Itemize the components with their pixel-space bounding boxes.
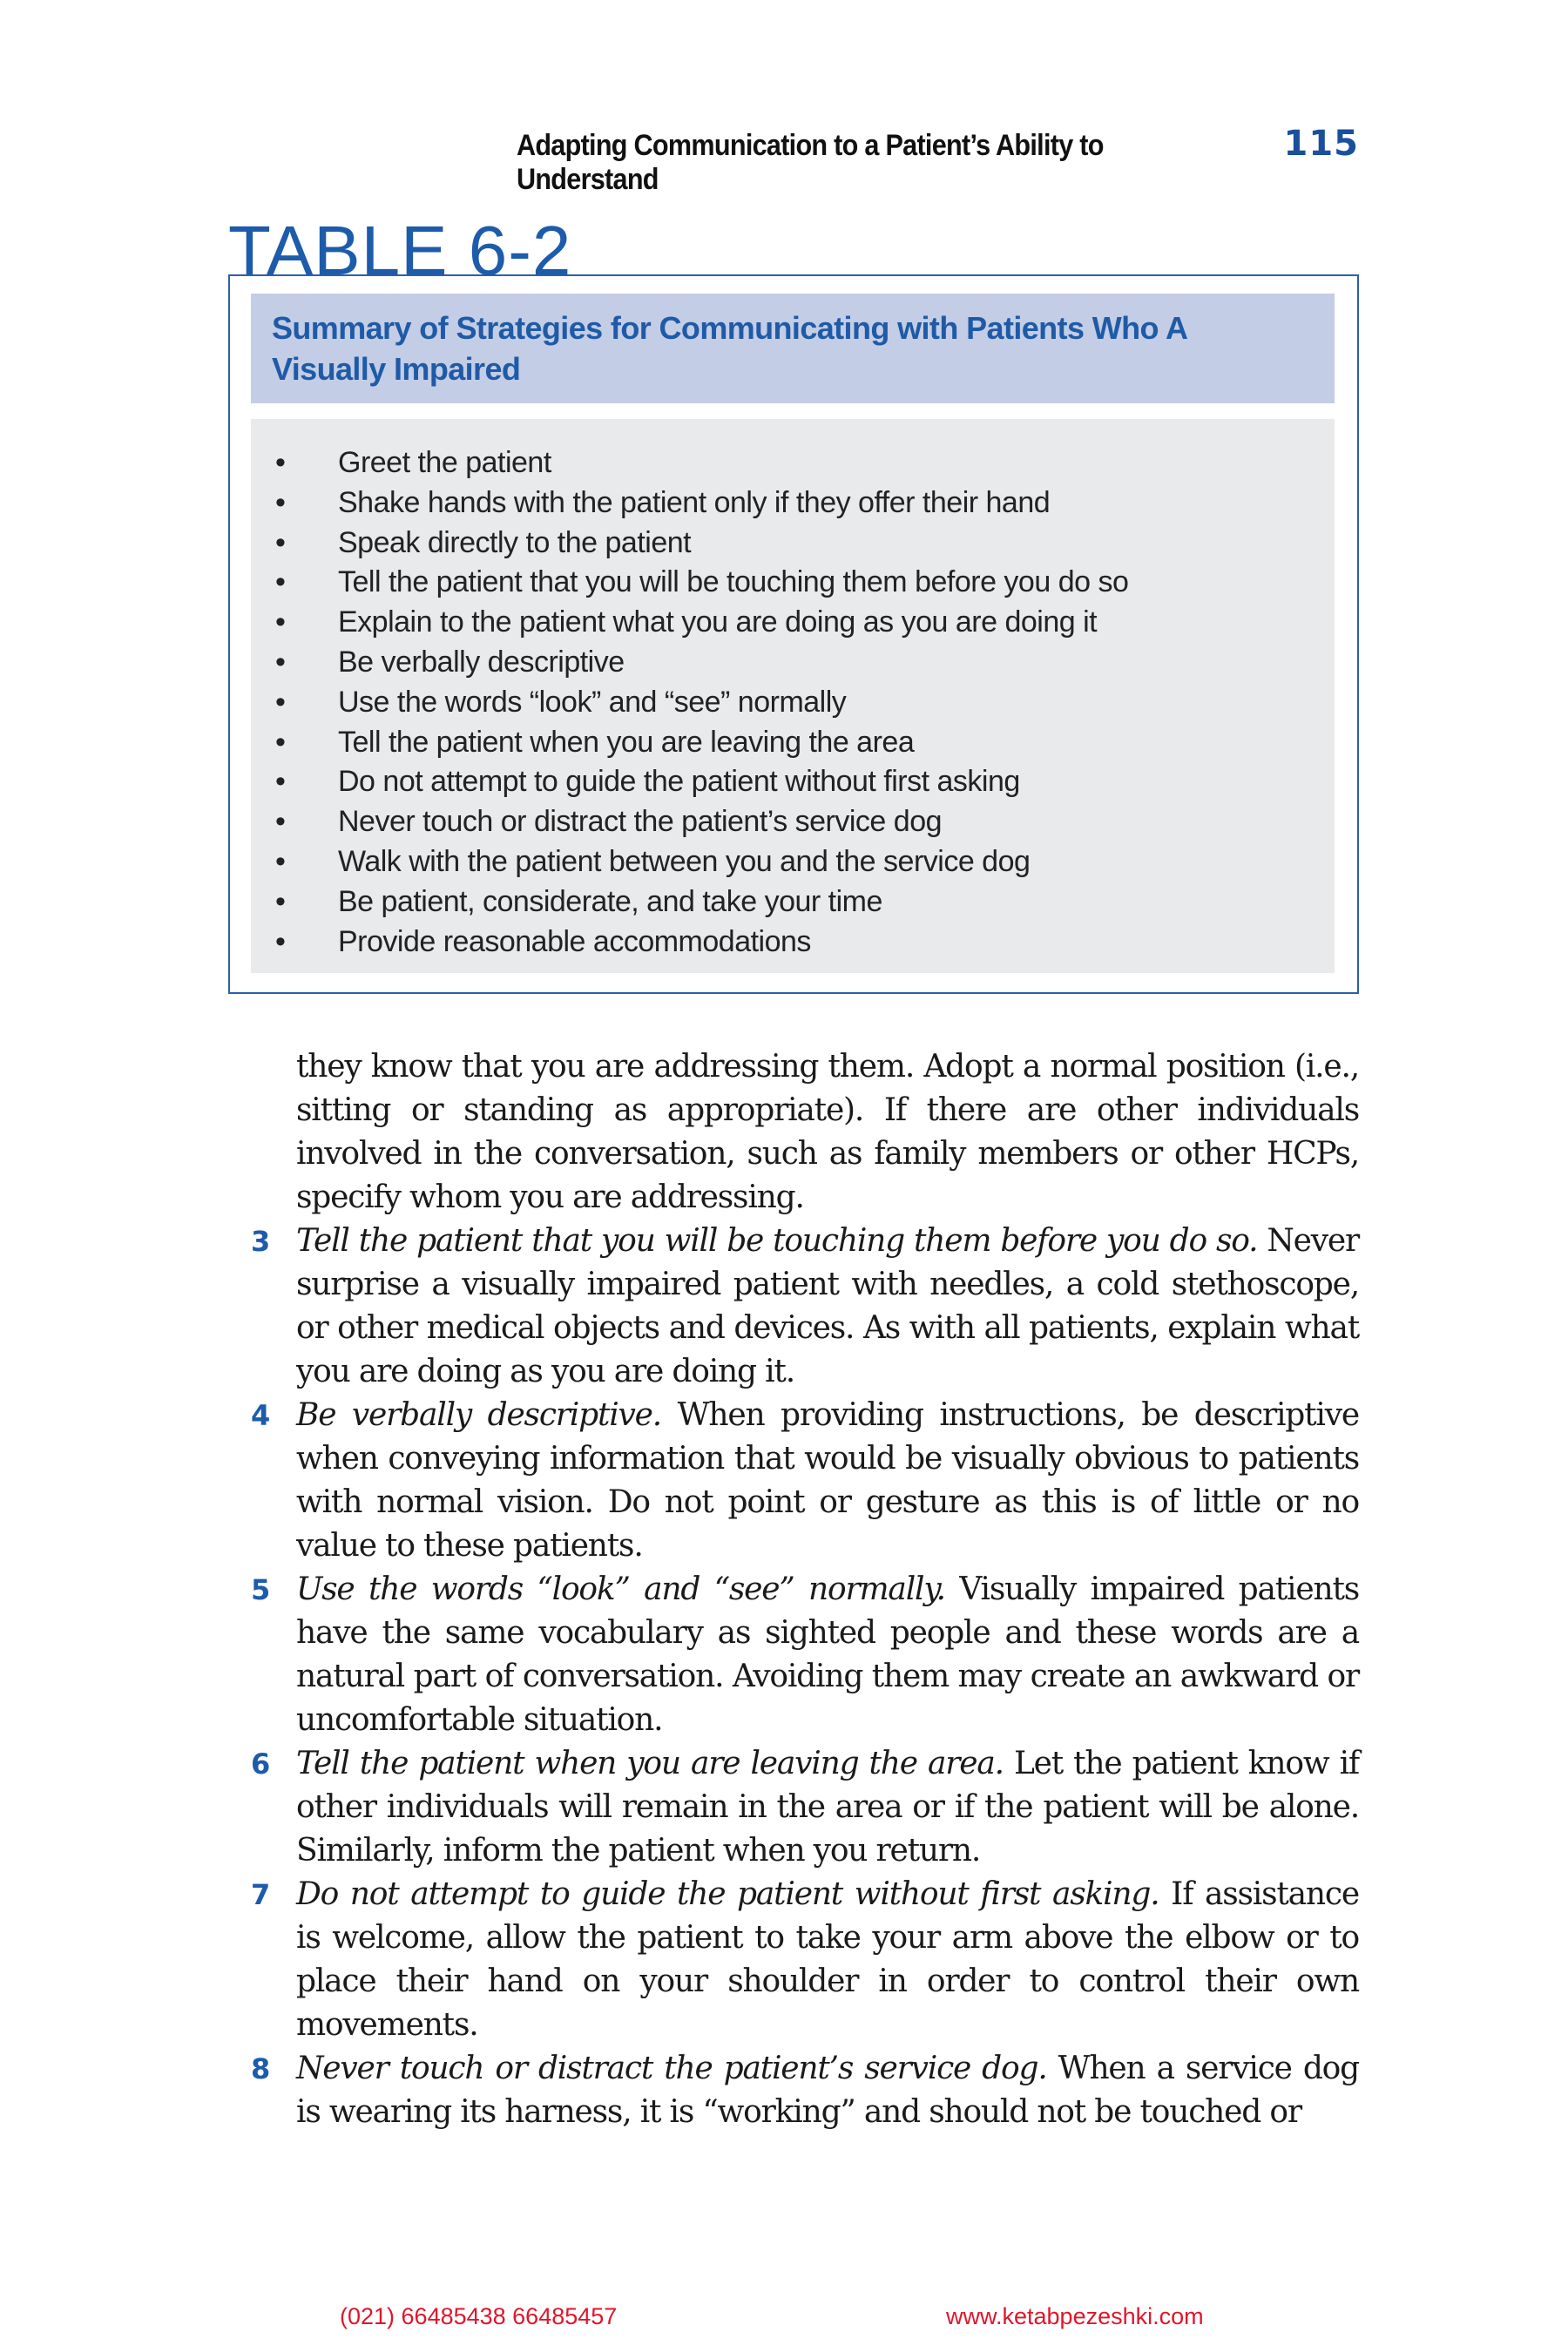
point-lead: Never touch or distract the patient’s service dog. — [296, 2051, 1047, 2086]
point-text: When providing instructions, be descriptive when conveying information that would be visually obvious to patients with normal vision. Do not point or gesture as this is of little or no value to these patients. — [296, 1397, 1359, 1564]
point-number: 4 — [251, 1399, 270, 1432]
footer-phone: (021) 66485438 66485457 — [340, 2303, 618, 2329]
numbered-point — [251, 1873, 1359, 2047]
point-number: 3 — [251, 1225, 270, 1258]
table-caption-text: Summary of Strategies for Communicating with Patients Who A Visually Impaired — [272, 310, 1187, 387]
body-text — [251, 1045, 1360, 2134]
list-item: • Provide reasonable accommodations — [275, 923, 1359, 963]
point-number: 7 — [251, 1878, 270, 1911]
list-item: • Walk with the patient between you and the service dog — [275, 842, 1359, 882]
numbered-point — [251, 2047, 1359, 2134]
point-lead: Be verbally descriptive. — [296, 1397, 662, 1433]
list-item: • Be patient, considerate, and take your time — [275, 882, 1359, 923]
table-caption — [251, 294, 1335, 403]
point-lead: Tell the patient that you will be touching them before you do so. — [296, 1223, 1258, 1259]
list-item: • Do not attempt to guide the patient without first asking — [275, 762, 1359, 802]
point-number: 5 — [251, 1573, 270, 1606]
list-item: • Explain to the patient what you are doing as you are doing it — [275, 603, 1359, 643]
page-number: 115 — [1283, 124, 1359, 164]
list-item: • Shake hands with the patient only if they offer their hand — [275, 483, 1359, 524]
numbered-point — [251, 1394, 1359, 1568]
list-item: • Greet the patient — [275, 443, 1359, 483]
point-number: 8 — [251, 2052, 270, 2085]
footer-url[interactable]: www.ketabpezeshki.com — [946, 2303, 1204, 2329]
point-lead: Do not attempt to guide the patient without first asking. — [296, 1876, 1159, 1912]
numbered-point — [251, 1742, 1360, 1873]
list-item: • Speak directly to the patient — [275, 524, 1359, 564]
list-item: • Never touch or distract the patient’s service dog — [275, 802, 1359, 842]
list-item: • Tell the patient that you will be touching them before you do so — [275, 563, 1359, 603]
list-item: • Tell the patient when you are leaving the area — [275, 723, 1359, 763]
strategy-list — [251, 419, 1335, 962]
point-number: 6 — [251, 1747, 270, 1781]
point-lead: Use the words “look” and “see” normally. — [296, 1571, 945, 1607]
point-text: When a service dog is wearing its harness, it is “working” and should not be touched or — [296, 2051, 1359, 2130]
numbered-point — [251, 1220, 1359, 1394]
point-lead: Tell the patient when you are leaving the area. — [296, 1746, 1004, 1781]
running-title: Adapting Communication to a Patient’s Ability to Understand — [516, 129, 1104, 196]
point-text: Never surprise a visually impaired patient with needles, a cold stethoscope, or other medical objects and devices. As with all patients, explain what you are doing as you are doing it. — [296, 1223, 1359, 1389]
running-head — [436, 124, 1359, 197]
list-item: • Be verbally descriptive — [275, 643, 1359, 683]
intro-paragraph: they know that you are addressing them. Adopt a normal position (i.e., sitting or standing as appropriate). If there are other individuals involved in the conversation, such as family members or other HCPs, specify whom you are addressing. — [296, 1049, 1359, 1215]
table-label: TABLE 6-2 — [228, 212, 572, 289]
list-item: • Use the words “look” and “see” normally — [275, 683, 1359, 723]
numbered-point — [251, 1568, 1359, 1742]
point-text: If assistance is welcome, allow the patient to take your arm above the elbow or to place their hand on your shoulder in order to control their own movements. — [296, 1876, 1359, 2043]
point-text: Let the patient know if other individuals will remain in the area or if the patient will be alone. Similarly, inform the patient when you return. — [296, 1746, 1360, 1869]
point-text: Visually impaired patients have the same vocabulary as sighted people and these words are a natural part of conversation. Avoiding them may create an awkward or uncomfortable situation. — [296, 1571, 1359, 1738]
table-body — [251, 419, 1335, 973]
